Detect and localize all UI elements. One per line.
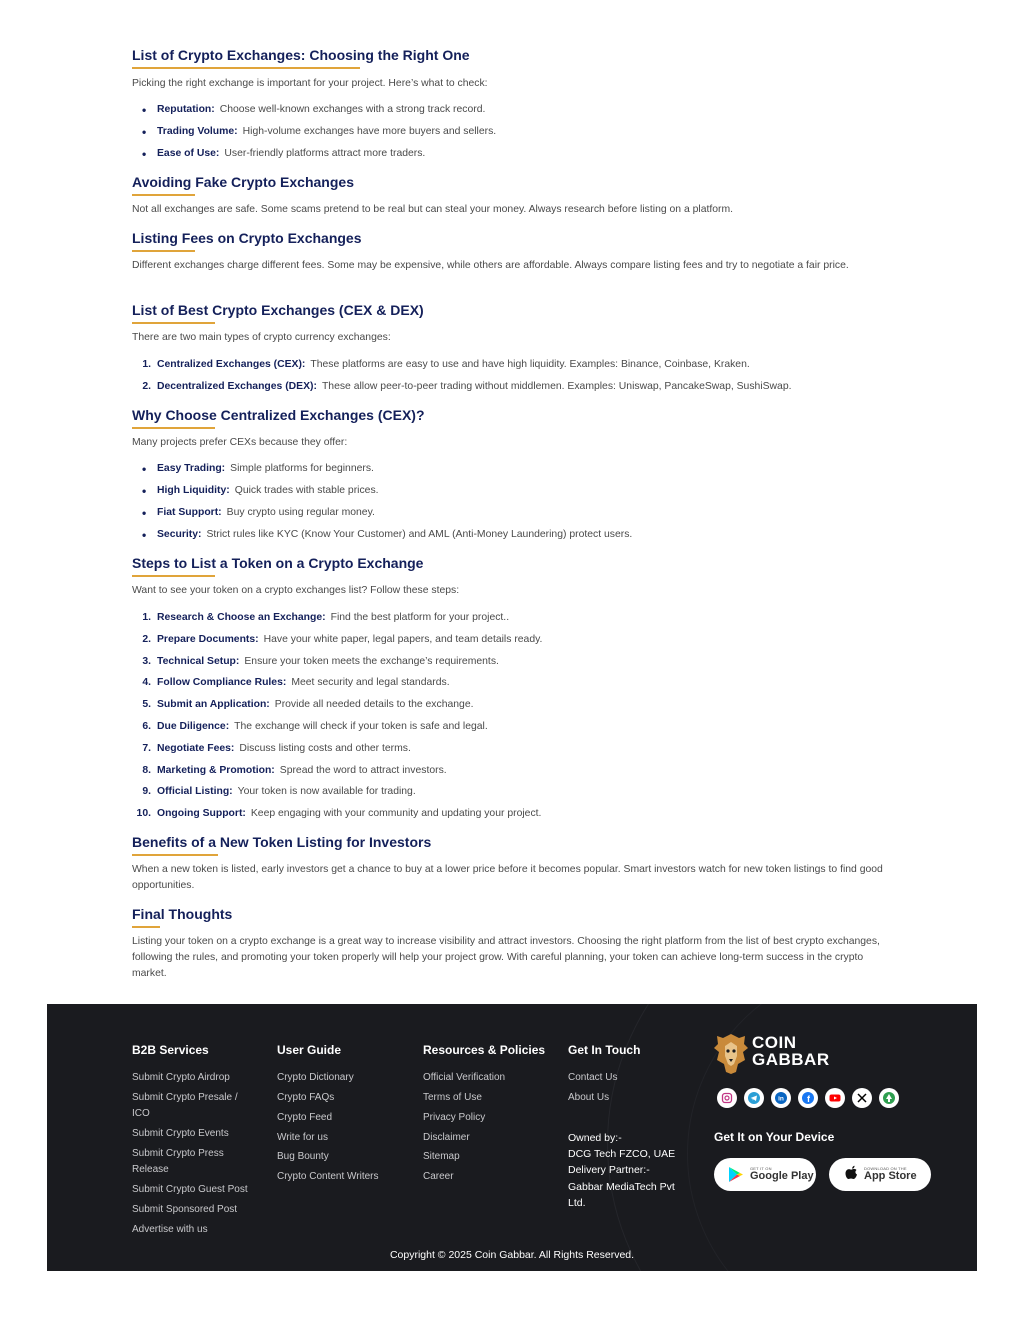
footer-link[interactable]: Crypto FAQs: [277, 1092, 335, 1103]
google-play-icon: [728, 1166, 744, 1183]
section-intro: Want to see your token on a crypto exchanges list? Follow these steps:: [132, 585, 460, 596]
site-footer: [47, 1004, 977, 1271]
youtube-icon[interactable]: [825, 1088, 845, 1108]
section-title-exchanges: List of Crypto Exchanges: Choosing the Right One: [132, 47, 470, 63]
footer-col-title: User Guide: [277, 1043, 342, 1057]
title-underline: [132, 194, 195, 196]
title-underline: [132, 926, 160, 928]
lion-icon: [712, 1032, 750, 1076]
section-text: Different exchanges charge different fees. Some may be expensive, while others are affordable. Always compare listing fees and try to negotiate a fair price.: [132, 260, 849, 271]
facebook-icon[interactable]: [798, 1088, 818, 1108]
footer-link[interactable]: Write for us: [277, 1132, 328, 1143]
footer-link[interactable]: Privacy Policy: [423, 1112, 486, 1123]
logo-wordmark: COIN GABBAR: [752, 1033, 830, 1069]
section-title-benefits: Benefits of a New Token Listing for Investors: [132, 834, 432, 850]
footer-link[interactable]: ICO: [132, 1108, 150, 1119]
svg-text:in: in: [778, 1095, 784, 1103]
footer-link[interactable]: Crypto Dictionary: [277, 1072, 354, 1083]
svg-text:f: f: [807, 1094, 810, 1104]
section-intro: Many projects prefer CEXs because they offer:: [132, 437, 348, 448]
footer-link[interactable]: Disclaimer: [423, 1132, 470, 1143]
apple-icon: [845, 1165, 859, 1182]
footer-link[interactable]: Submit Crypto Press: [132, 1148, 224, 1159]
footer-link[interactable]: Submit Crypto Events: [132, 1128, 229, 1139]
section-title-steps: Steps to List a Token on a Crypto Exchange: [132, 555, 424, 571]
section-title-final: Final Thoughts: [132, 906, 233, 922]
footer-link[interactable]: Sitemap: [423, 1151, 460, 1162]
footer-link[interactable]: Submit Crypto Guest Post: [132, 1184, 248, 1195]
section-intro: Picking the right exchange is important for your project. Here’s what to check:: [132, 78, 488, 89]
section-intro: There are two main types of crypto currency exchanges:: [132, 332, 391, 343]
footer-col-title: Resources & Policies: [423, 1043, 546, 1057]
section-title-fees: Listing Fees on Crypto Exchanges: [132, 230, 362, 246]
google-play-button[interactable]: GET IT ON Google Play: [714, 1158, 816, 1191]
footer-link[interactable]: Submit Crypto Airdrop: [132, 1072, 230, 1083]
section-title-best: List of Best Crypto Exchanges (CEX & DEX): [132, 302, 424, 318]
copyright: Copyright © 2025 Coin Gabbar. All Rights Reserved.: [389, 1249, 635, 1261]
section-title-fake: Avoiding Fake Crypto Exchanges: [132, 174, 354, 190]
app-store-button[interactable]: DOWNLOAD ON THE App Store: [829, 1158, 931, 1191]
ownership-info: Owned by:- DCG Tech FZCO, UAE Delivery Partner:- Gabbar MediaTech Pvt Ltd.: [568, 1132, 676, 1209]
footer-link[interactable]: Crypto Feed: [277, 1112, 333, 1123]
instagram-icon[interactable]: [717, 1088, 737, 1108]
footer-col-title: B2B Services: [132, 1043, 209, 1057]
title-underline: [132, 250, 195, 252]
footer-link[interactable]: Release: [132, 1164, 169, 1175]
coin-gabbar-logo[interactable]: [712, 1032, 842, 1076]
x-icon[interactable]: [852, 1088, 872, 1108]
footer-link[interactable]: Bug Bounty: [277, 1151, 329, 1162]
telegram-icon[interactable]: [744, 1088, 764, 1108]
title-underline: [132, 427, 215, 429]
footer-link[interactable]: Terms of Use: [423, 1092, 482, 1103]
title-underline: [132, 322, 215, 324]
footer-col-title: Get In Touch: [568, 1043, 641, 1057]
section-text: Listing your token on a crypto exchange is a great way to increase visibility and attract investors. Choosing the right platform from the list of best crypto exchanges, following the rules, and promoting your token properly will help your project grow. With careful planning, your token can achieve long-term success in the crypto market.: [132, 936, 880, 979]
footer-link[interactable]: Career: [423, 1171, 454, 1182]
footer-link[interactable]: About Us: [568, 1092, 610, 1103]
title-underline: [132, 854, 218, 856]
section-text: When a new token is listed, early investors get a chance to buy at a lower price before it becomes popular. Smart investors watch for new token listings to find good opportunities.: [132, 864, 883, 891]
footer-link[interactable]: Contact Us: [568, 1072, 618, 1083]
footer-link[interactable]: Official Verification: [423, 1072, 506, 1083]
section-title-why: Why Choose Centralized Exchanges (CEX)?: [132, 407, 425, 423]
title-underline: [132, 67, 360, 69]
footer-link[interactable]: Submit Sponsored Post: [132, 1204, 238, 1215]
section-text: Not all exchanges are safe. Some scams pretend to be real but can steal your money. Always research before listing on a platform.: [132, 204, 734, 215]
device-title: Get It on Your Device: [714, 1130, 835, 1144]
coingabbar-icon[interactable]: [879, 1088, 899, 1108]
linkedin-icon[interactable]: [771, 1088, 791, 1108]
footer-link[interactable]: Advertise with us: [132, 1224, 208, 1235]
footer-link[interactable]: Crypto Content Writers: [277, 1171, 379, 1182]
title-underline: [132, 575, 215, 577]
footer-link[interactable]: Submit Crypto Presale /: [132, 1092, 238, 1103]
